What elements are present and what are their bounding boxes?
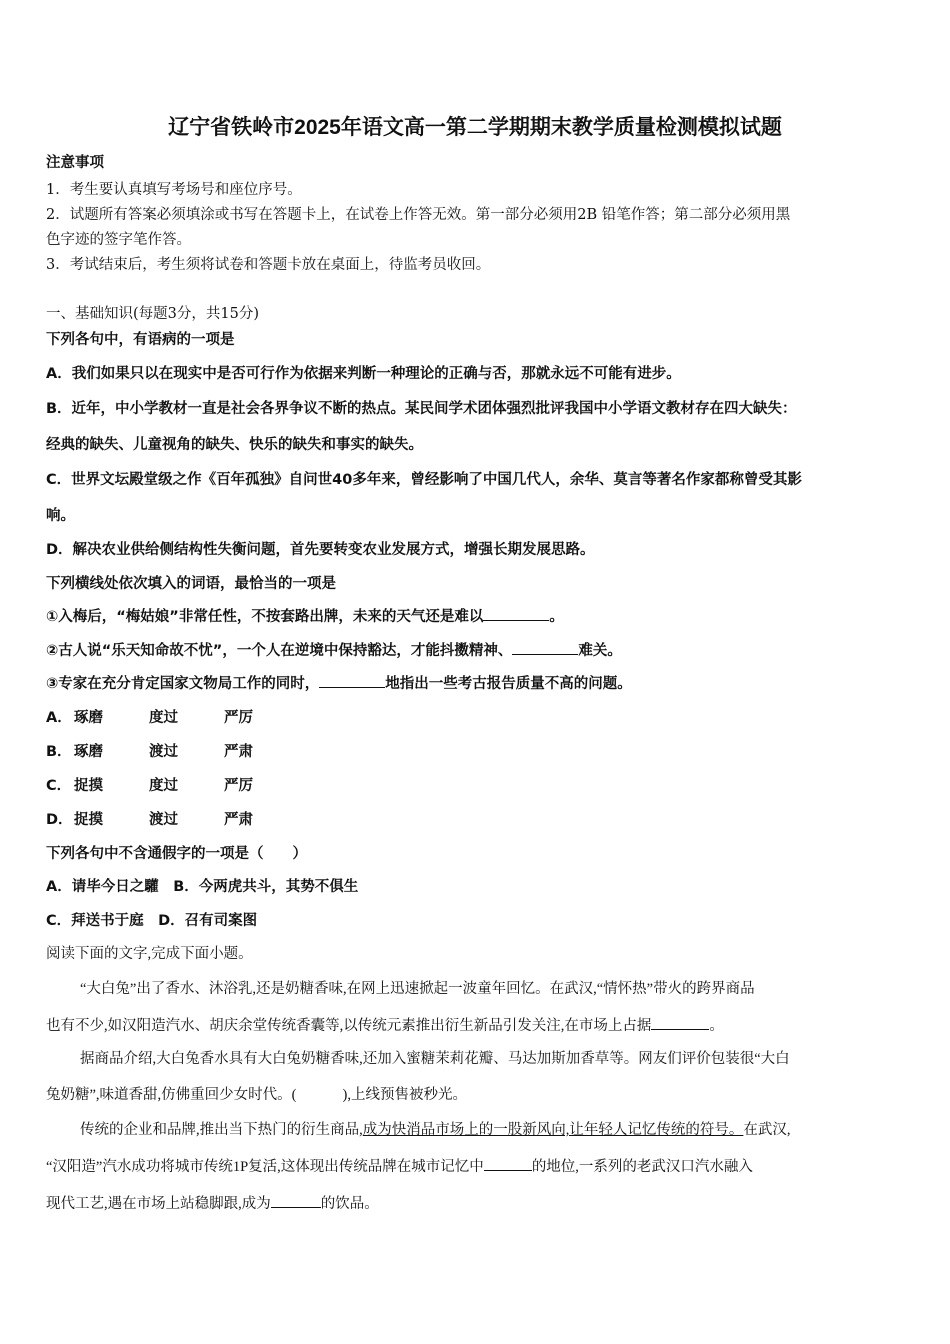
q2-s1-blank [483,608,549,621]
notice-heading: 注意事项 [46,155,104,171]
underlined-sentence: 成为快消品市场上的一股新风向,让年轻人记忆传统的符号。 [362,1122,744,1138]
q3-options-row-2: C．拜送书于庭 D．召有司案图 [46,913,258,929]
option-word-3: 严肃 [224,812,253,828]
q2-option-a [46,706,299,727]
passage-text: 传统的企业和品牌,推出当下热门的衍生商品, [80,1122,363,1138]
q2-s3-end: 地指出一些考古报告质量不高的问题。 [385,676,632,692]
option-letter: D． [46,812,73,828]
notice-item-2: 2．试题所有答案必须填涂或书写在答题卡上，在试卷上作答无效。第一部分必须用2B 铅笔作答；第二部分必须用黑 [46,207,791,223]
passage-p3-line-2 [46,1155,753,1176]
section-heading: 一、基础知识(每题3分，共15分) [46,306,259,322]
option-letter: A． [46,710,72,726]
passage-p2-line-1: 据商品介绍,大白兔香水具有大白兔奶糖香味,还加入蜜糖茉莉花瓣、马达加斯加香草等。网友们评价包装很“大白 [80,1051,790,1067]
passage-p1-line-1: “大白兔”出了香水、沐浴乳,还是奶糖香味,在网上迅速掀起一波童年回忆。在武汉,“情怀热”带火的跨界商品 [80,981,755,997]
passage-p3-line-3 [46,1192,379,1213]
q2-sentence-1 [46,605,564,626]
passage-blank [271,1195,321,1208]
q3-options-row-1: A．请毕今日之驩 B．今两虎共斗，其势不俱生 [46,879,359,895]
q1-option-a: A．我们如果只以在现实中是否可行作为依据来判断一种理论的正确与否，那就永远不可能有进步。 [46,366,681,382]
passage-text: ),上线预售被秒光。 [342,1087,467,1103]
q2-option-c [46,774,299,795]
option-word-2: 渡过 [149,744,178,760]
passage-blank [651,1017,709,1030]
option-letter: C． [46,778,72,794]
passage-text: 的饮品。 [320,1196,379,1212]
option-word-1: 琢磨 [74,710,103,726]
q2-s2-blank [512,642,578,655]
q1-option-c: C．世界文坛殿堂级之作《百年孤独》自问世40多年来，曾经影响了中国几代人，余华、莫言等著名作家都称曾受其影 [46,472,802,488]
passage-p1-line-2 [46,1014,724,1035]
passage-text: “汉阳造”汽水成功将城市传统1P复活,这体现出传统品牌在城市记忆中 [46,1159,484,1175]
page-title: 辽宁省铁岭市2025年语文高一第二学期期末教学质量检测模拟试题 [168,116,782,139]
q2-s3-text: ③专家在充分肯定国家文物局工作的同时， [46,676,320,692]
notice-item-3: 3．考试结束后，考生须将试卷和答题卡放在桌面上，待监考员收回。 [46,257,491,273]
notice-item-2-cont: 色字迹的签字笔作答。 [46,232,191,248]
option-word-3: 严厉 [224,778,253,794]
q2-s2-text: ②古人说“乐天知命故不忧”，一个人在逆境中保持豁达，才能抖擞精神、 [46,643,513,659]
option-word-3: 严厉 [224,710,253,726]
option-word-1: 捉摸 [74,778,103,794]
passage-text: 也有不少,如汉阳造汽水、胡庆余堂传统香囊等,以传统元素推出衍生新品引发关注,在市场上占据 [46,1018,652,1034]
option-word-1: 捉摸 [74,812,103,828]
q2-option-b [46,740,299,761]
q1-option-d: D．解决农业供给侧结构性失衡问题，首先要转变农业发展方式，增强长期发展思路。 [46,542,595,558]
passage-blank [484,1158,532,1171]
q1-stem: 下列各句中，有语病的一项是 [46,332,235,348]
passage-text: 兔奶糖”,味道香甜,仿佛重回少女时代。( [46,1087,297,1103]
option-word-3: 严肃 [224,744,253,760]
option-word-1: 琢磨 [74,744,103,760]
q1-option-b-cont: 经典的缺失、儿童视角的缺失、快乐的缺失和事实的缺失。 [46,437,423,453]
passage-text: 现代工艺,遇在市场上站稳脚跟,成为 [46,1196,271,1212]
q1-option-b: B．近年，中小学教材一直是社会各界争议不断的热点。某民间学术团体强烈批评我国中小学语文教材存在四大缺失： [46,401,797,417]
passage-p3-line-1 [80,1118,791,1139]
q2-s3-blank [319,675,385,688]
q3-stem: 下列各句中不含通假字的一项是（ ） [46,846,307,862]
option-word-2: 渡过 [149,812,178,828]
passage-text: 在武汉, [743,1122,791,1138]
reading-intro: 阅读下面的文字,完成下面小题。 [46,946,253,962]
q2-sentence-3 [46,672,632,693]
passage-text: 。 [709,1018,724,1034]
option-letter: B． [46,744,72,760]
option-word-2: 度过 [149,710,178,726]
passage-p2-line-2 [46,1083,467,1104]
q2-option-d [46,808,299,829]
q2-s1-text: ①入梅后，“梅姑娘”非常任性，不按套路出牌，未来的天气还是难以 [46,609,484,625]
notice-item-1: 1．考生要认真填写考场号和座位序号。 [46,182,302,198]
q1-option-c-cont: 响。 [46,508,75,524]
option-word-2: 度过 [149,778,178,794]
q2-sentence-2 [46,639,622,660]
passage-text: 的地位,一系列的老武汉口汽水融入 [531,1159,753,1175]
q2-s1-end: 。 [549,609,564,625]
q2-s2-end: 难关。 [578,643,622,659]
q2-stem: 下列横线处依次填入的词语，最恰当的一项是 [46,576,336,592]
